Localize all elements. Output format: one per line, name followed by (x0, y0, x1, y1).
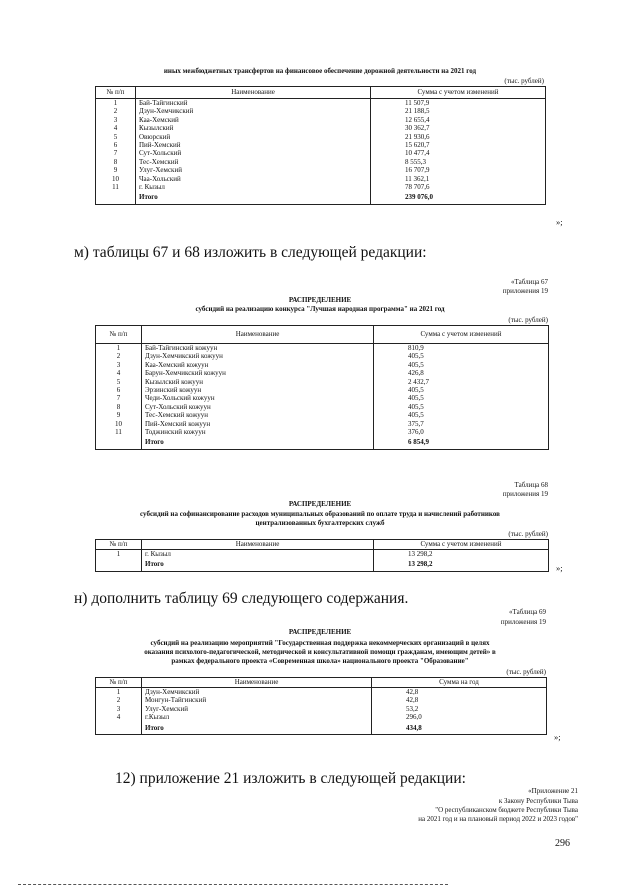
row-sum: 11 507,9 (371, 99, 546, 108)
row-name: г. Кызыл (142, 550, 374, 559)
row-sum: 405,5 (374, 361, 549, 369)
row-number: 11 (96, 428, 142, 436)
table-row (96, 175, 546, 183)
row-number: 3 (96, 116, 136, 124)
row-name: Каа-Хемский (136, 116, 371, 124)
table-row (96, 124, 546, 132)
row-number: 8 (96, 158, 136, 166)
total-label: Итого (136, 191, 371, 204)
total-value: 6 854,9 (374, 436, 549, 449)
table-row (96, 149, 546, 157)
row-name: Сут-Хольский (136, 149, 371, 157)
row-number: 9 (96, 166, 136, 174)
table67-title: РАСПРЕДЕЛЕНИЕ (288, 296, 352, 304)
row-name: Кызылский кожуун (142, 378, 374, 386)
row-name: Кызылский (136, 124, 371, 132)
row-sum: 78 707,6 (371, 183, 546, 191)
row-sum: 15 620,7 (371, 141, 546, 149)
table-row (96, 428, 549, 436)
row-number: 8 (96, 403, 142, 411)
total-row (96, 436, 549, 449)
row-number: 9 (96, 411, 142, 419)
row-number: 7 (96, 149, 136, 157)
row-sum: 375,7 (374, 420, 549, 428)
table-row (96, 713, 547, 721)
row-sum: 810,9 (374, 344, 549, 353)
row-sum: 296,0 (372, 713, 547, 721)
table-row (96, 403, 549, 411)
table-row (96, 158, 546, 166)
row-sum: 405,5 (374, 394, 549, 402)
table69 (95, 677, 547, 735)
transfers-heading: иных межбюджетных трансфертов на финансовое обеспечение дорожной деятельности на 2021 год (163, 67, 477, 75)
appendix21-line: «Приложение 21 (528, 787, 578, 795)
total-label: Итого (142, 436, 374, 449)
row-number: 1 (96, 688, 142, 697)
table-row (96, 411, 549, 419)
column-header: Сумма с учетом изменений (374, 540, 549, 550)
table-row (96, 378, 549, 386)
table69-subtitle: оказания психолого-педагогической, методической и консультативной помощи гражданам, имеющим детей» в (144, 648, 496, 656)
table68-title: РАСПРЕДЕЛЕНИЕ (288, 500, 352, 508)
column-header: Наименование (142, 326, 374, 344)
row-name: Улуг-Хемский (142, 705, 372, 713)
row-number: 11 (96, 183, 136, 191)
table68 (95, 539, 549, 572)
appendix21-line: на 2021 год и на плановый период 2022 и 2023 годов" (418, 815, 578, 823)
table-row (96, 99, 546, 108)
row-name: Пий-Хемский (136, 141, 371, 149)
column-header: № п/п (96, 326, 142, 344)
table-header-row (96, 678, 547, 688)
table-row (96, 550, 549, 559)
appendix21-line: к Закону Республики Тыва (498, 797, 578, 805)
table69-subtitle: рамках федерального проекта «Современная школа» национального проекта "Образование" (171, 657, 469, 665)
row-number: 2 (96, 696, 142, 704)
row-name: Бай-Тайгинский (136, 99, 371, 108)
row-sum: 405,5 (374, 386, 549, 394)
row-sum: 10 477,4 (371, 149, 546, 157)
column-header: Сумма с учетом изменений (374, 326, 549, 344)
column-header: Наименование (136, 87, 371, 99)
row-number: 4 (96, 124, 136, 132)
row-number: 3 (96, 361, 142, 369)
row-name: Сут-Хольский кожуун (142, 403, 374, 411)
table-header-row (96, 326, 549, 344)
row-sum: 426,8 (374, 369, 549, 377)
unit-label: (тыс. рублей) (506, 668, 546, 676)
table-row (96, 696, 547, 704)
table68-subtitle: субсидий на софинансирование расходов муниципальных образований по оплате труда и начислений работников (140, 510, 500, 518)
unit-label: (тыс. рублей) (508, 316, 548, 324)
column-header: № п/п (96, 540, 142, 550)
page-bottom-divider (18, 884, 448, 885)
row-sum: 11 362,1 (371, 175, 546, 183)
row-sum: 405,5 (374, 352, 549, 360)
closing-quote: »; (556, 563, 563, 573)
row-number: 10 (96, 175, 136, 183)
total-row (96, 191, 546, 204)
table-row (96, 141, 546, 149)
column-header: Сумма с учетом изменений (371, 87, 546, 99)
table-row (96, 183, 546, 191)
row-name: Монгун-Тайгинский (142, 696, 372, 704)
row-sum: 21 930,6 (371, 133, 546, 141)
table-row (96, 705, 547, 713)
column-header: Сумма на год (372, 678, 547, 688)
table-row (96, 116, 546, 124)
row-name: Дзун-Хемчикский (136, 107, 371, 115)
row-sum: 376,0 (374, 428, 549, 436)
table-header-row (96, 540, 549, 550)
total-row (96, 558, 549, 571)
row-sum: 42,8 (372, 696, 547, 704)
row-sum: 12 655,4 (371, 116, 546, 124)
column-header: Наименование (142, 540, 374, 550)
row-sum: 16 707,9 (371, 166, 546, 174)
table67-ref: «Таблица 67 (511, 278, 548, 286)
table67 (95, 325, 549, 450)
row-sum: 21 188,5 (371, 107, 546, 115)
row-number: 6 (96, 141, 136, 149)
table-row (96, 166, 546, 174)
closing-quote: »; (556, 217, 563, 227)
total-label: Итого (142, 558, 374, 571)
row-sum: 405,5 (374, 411, 549, 419)
row-name: г.Кызыл (142, 713, 372, 721)
unit-label: (тыс. рублей) (508, 530, 548, 538)
page-number: 296 (555, 838, 570, 849)
table68-subtitle: централизованных бухгалтерских служб (255, 519, 385, 527)
table69-title: РАСПРЕДЕЛЕНИЕ (288, 628, 352, 636)
table-row (96, 344, 549, 353)
row-name: Чаа-Хольский (136, 175, 371, 183)
row-name: Эрзинский кожуун (142, 386, 374, 394)
row-sum: 2 432,7 (374, 378, 549, 386)
row-sum: 42,8 (372, 688, 547, 697)
transfers-table (95, 86, 546, 205)
column-header: № п/п (96, 678, 142, 688)
item-m-text: м) таблицы 67 и 68 изложить в следующей редакции: (74, 244, 427, 261)
table-row (96, 386, 549, 394)
table-row (96, 133, 546, 141)
row-name: Барун-Хемчикский кожуун (142, 369, 374, 377)
table67-subtitle: субсидий на реализацию конкурса "Лучшая народная программа" на 2021 год (195, 305, 445, 313)
row-number: 6 (96, 386, 142, 394)
table67-ref-appendix: приложения 19 (502, 287, 548, 295)
row-number: 1 (96, 344, 142, 353)
table-row (96, 394, 549, 402)
table68-ref: Таблица 68 (514, 481, 548, 489)
row-number: 4 (96, 713, 142, 721)
table-row (96, 361, 549, 369)
total-value: 239 076,0 (371, 191, 546, 204)
table69-ref: «Таблица 69 (509, 608, 546, 616)
row-number: 7 (96, 394, 142, 402)
row-sum: 405,5 (374, 403, 549, 411)
total-value: 434,8 (372, 722, 547, 735)
row-sum: 8 555,3 (371, 158, 546, 166)
unit-label: (тыс. рублей) (504, 77, 544, 85)
column-header: № п/п (96, 87, 136, 99)
total-label: Итого (142, 722, 372, 735)
row-name: Дзун-Хемчикский (142, 688, 372, 697)
row-number: 5 (96, 133, 136, 141)
row-name: Каа-Хемский кожуун (142, 361, 374, 369)
row-number: 2 (96, 352, 142, 360)
row-name: Пий-Хемский кожуун (142, 420, 374, 428)
row-name: Дзун-Хемчикский кожуун (142, 352, 374, 360)
row-number: 1 (96, 99, 136, 108)
item-12-text: 12) приложение 21 изложить в следующей редакции: (115, 770, 466, 787)
closing-quote: »; (554, 732, 561, 742)
table-row (96, 352, 549, 360)
total-row (96, 722, 547, 735)
table-row (96, 369, 549, 377)
row-name: Чеди-Хольский кожуун (142, 394, 374, 402)
table69-subtitle: субсидий на реализацию мероприятий "Государственная поддержка некоммерческих организаций в целях (150, 639, 490, 647)
row-number: 1 (96, 550, 142, 559)
row-sum: 13 298,2 (374, 550, 549, 559)
table-row (96, 420, 549, 428)
row-number: 3 (96, 705, 142, 713)
row-number: 10 (96, 420, 142, 428)
table-row (96, 688, 547, 697)
total-value: 13 298,2 (374, 558, 549, 571)
row-name: Тес-Хемский (136, 158, 371, 166)
row-name: г. Кызыл (136, 183, 371, 191)
row-sum: 30 362,7 (371, 124, 546, 132)
row-name: Бай-Тайгинский кожуун (142, 344, 374, 353)
row-name: Овюрский (136, 133, 371, 141)
item-n-text: н) дополнить таблицу 69 следующего содержания. (74, 590, 409, 607)
row-name: Тоджинский кожуун (142, 428, 374, 436)
row-number: 2 (96, 107, 136, 115)
appendix21-line: "О республиканском бюджете Республики Тыва (435, 806, 578, 814)
row-number: 5 (96, 378, 142, 386)
table68-ref-appendix: приложения 19 (502, 490, 548, 498)
row-name: Тес-Хемский кожуун (142, 411, 374, 419)
row-sum: 53,2 (372, 705, 547, 713)
column-header: Наименование (142, 678, 372, 688)
row-number: 4 (96, 369, 142, 377)
row-name: Улуг-Хемский (136, 166, 371, 174)
table-row (96, 107, 546, 115)
table-header-row (96, 87, 546, 99)
table69-ref-appendix: приложения 19 (500, 618, 546, 626)
